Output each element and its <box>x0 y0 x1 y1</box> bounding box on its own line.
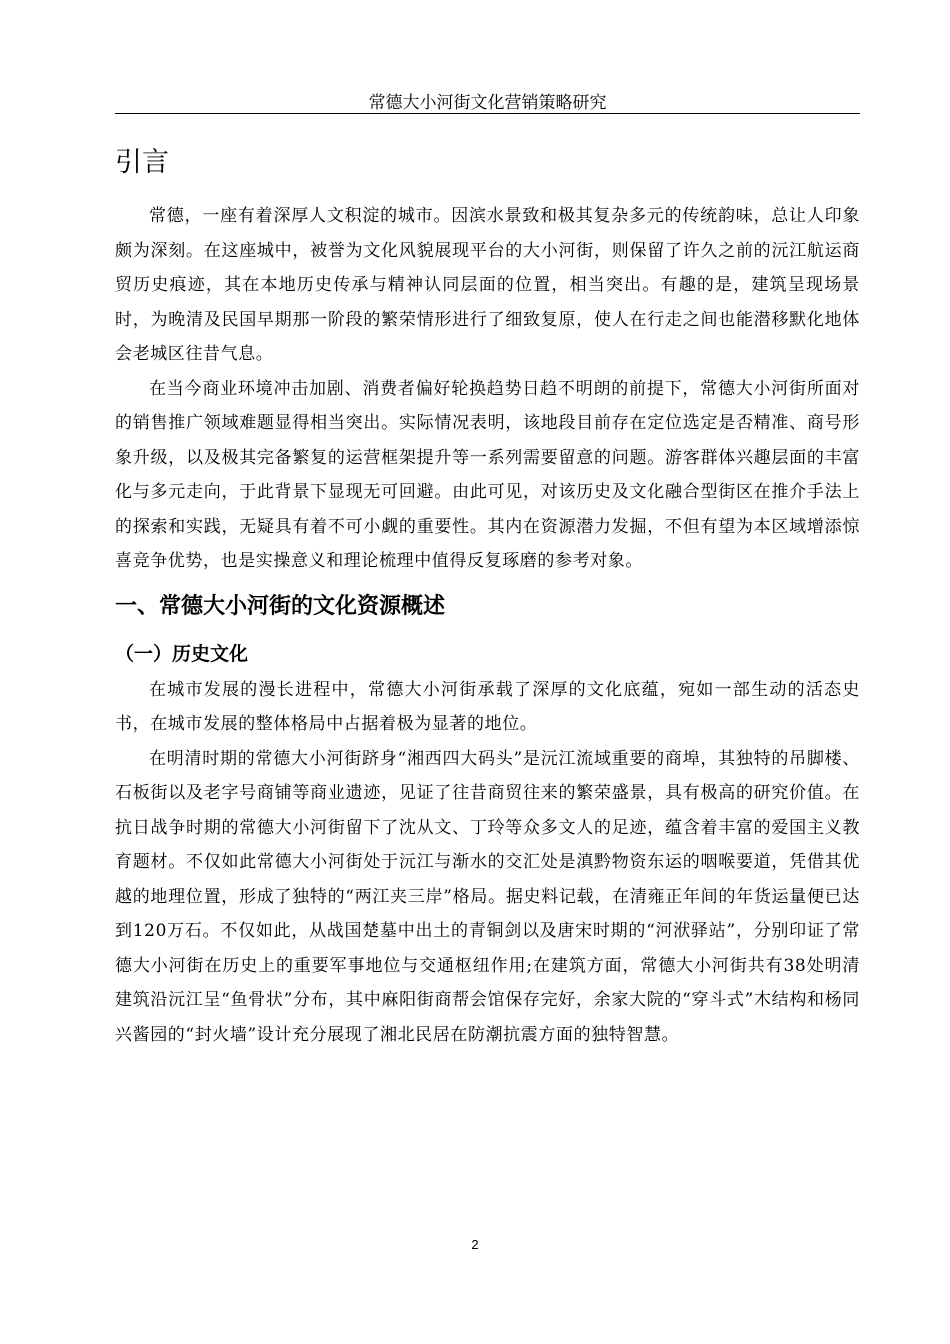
history-paragraph-2: 在明清时期的常德大小河街跻身“湘西四大码头”是沅江流域重要的商埠，其独特的吊脚楼、石板街以及老字号商铺等商业遗迹，见证了往昔商贸往来的繁荣盛景，具有极高的研究价值。在抗日战争时期的常德大小河街留下了沈从文、丁玲等众多文人的足迹，蕴含着丰富的爱国主义教育题材。不仅如此常德大小河街处于沅江与渐水的交汇处是滇黔物资东运的咽喉要道，凭借其优越的地理位置，形成了独特的“两江夹三岸”格局。据史料记载，在清雍正年间的年货运量便已达到120万石。不仅如此，从战国楚墓中出土的青铜剑以及唐宋时期的“河洑驿站”，分别印证了常德大小河街在历史上的重要军事地位与交通枢纽作用;在建筑方面，常德大小河街共有38处明清建筑沿沅江呈“鱼骨状”分布，其中麻阳街商帮会馆保存完好，余家大院的“穿斗式”木结构和杨同兴酱园的“封火墙”设计充分展现了湘北民居在防潮抗震方面的独特智慧。 <box>115 748 860 1045</box>
page-header-title: 常德大小河街文化营销策略研究 <box>368 93 607 113</box>
section-1-heading: 一、常德大小河街的文化资源概述 <box>115 593 446 619</box>
subsection-1-heading: （一）历史文化 <box>115 642 249 665</box>
intro-paragraph-2: 在当今商业环境冲击加剧、消费者偏好轮换趋势日趋不明朗的前提下，常德大小河街所面对的销售推广领域难题显得相当突出。实际情况表明，该地段目前存在定位选定是否精准、商号形象升级，以及极其完备繁复的运营框架提升等一系列需要留意的问题。游客群体兴趣层面的丰富化与多元走向，于此背景下显现无可回避。由此可见，对该历史及文化融合型街区在推介手法上的探索和实践，无疑具有着不可小觑的重要性。其内在资源潜力发掘，不但有望为本区域增添惊喜竞争优势，也是实操意义和理论梳理中值得反复琢磨的参考对象。 <box>115 378 860 571</box>
intro-paragraph-1: 常德，一座有着深厚人文积淀的城市。因滨水景致和极其复杂多元的传统韵味，总让人印象颇为深刻。在这座城中，被誉为文化风貌展现平台的大小河街，则保留了许久之前的沅江航运商贸历史痕迹，其在本地历史传承与精神认同层面的位置，相当突出。有趣的是，建筑呈现场景时，为晚清及民国早期那一阶段的繁荣情形进行了细致复原，使人在行走之间也能潜移默化地体会老城区往昔气息。 <box>115 206 860 364</box>
intro-heading: 引言 <box>115 147 169 178</box>
history-paragraph-1: 在城市发展的漫长进程中，常德大小河街承载了深厚的文化底蕴，宛如一部生动的活态史书，在城市发展的整体格局中占据着极为显著的地位。 <box>115 679 860 734</box>
document-body <box>115 144 860 1052</box>
page-number: 2 <box>471 1237 479 1252</box>
header-divider <box>115 113 860 114</box>
